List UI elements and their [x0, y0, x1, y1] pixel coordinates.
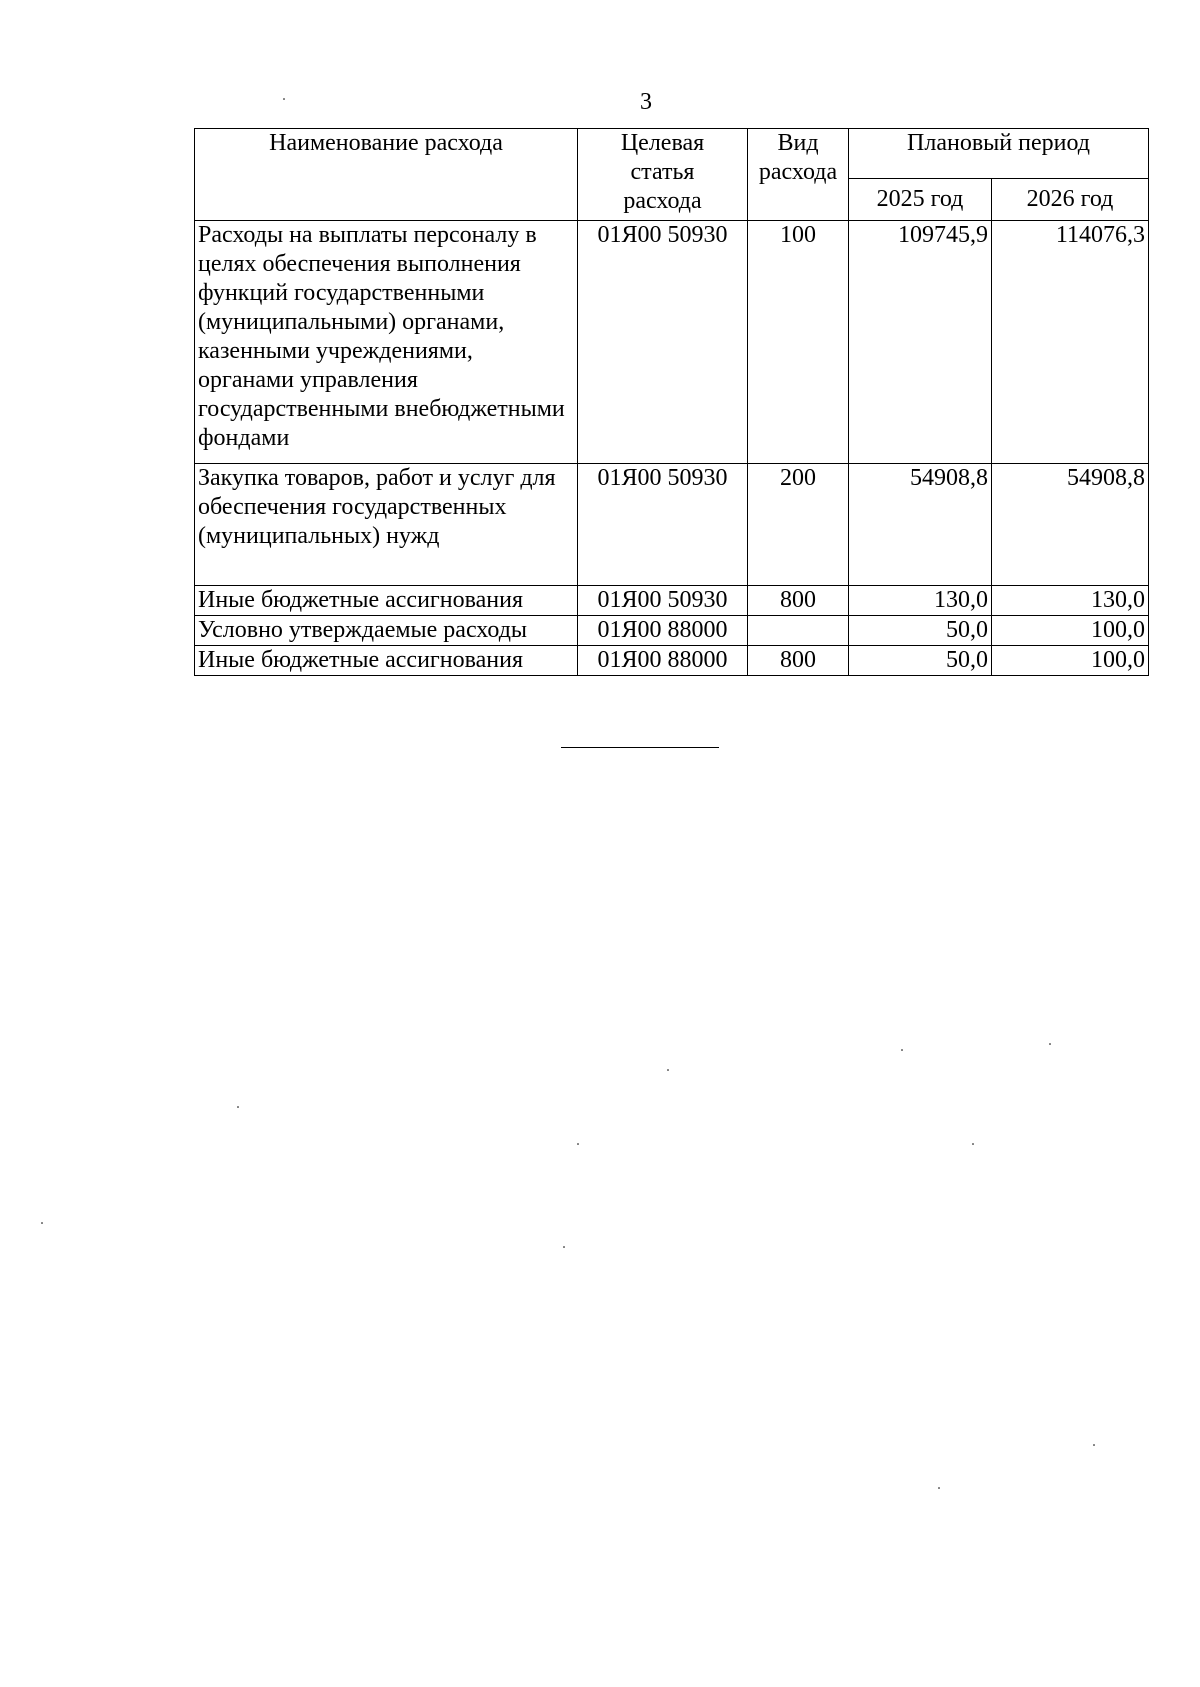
- scan-speck: [901, 1049, 903, 1051]
- header-planning-period: Плановый период: [849, 129, 1149, 179]
- table-row: [195, 586, 1149, 616]
- row-1-kind: 100: [748, 221, 849, 464]
- row-5-2026: 100,0: [992, 646, 1149, 676]
- row-2-2026: 54908,8: [992, 464, 1149, 586]
- row-3-2025: 130,0: [849, 586, 992, 616]
- row-5-code: 01Я00 88000: [578, 646, 748, 676]
- row-4-2025: 50,0: [849, 616, 992, 646]
- table-row: [195, 464, 1149, 586]
- row-5-name: Иные бюджетные ассигнования: [195, 646, 578, 676]
- scan-speck: [283, 98, 285, 100]
- header-target-article: Целевая статья расхода: [578, 129, 748, 221]
- header-expense-name: Наименование расхода: [195, 129, 578, 221]
- row-4-code: 01Я00 88000: [578, 616, 748, 646]
- row-4-2026: 100,0: [992, 616, 1149, 646]
- row-4-kind: [748, 616, 849, 646]
- table-row: [195, 616, 1149, 646]
- row-3-name: Иные бюджетные ассигнования: [195, 586, 578, 616]
- scan-speck: [563, 1246, 565, 1248]
- row-3-kind: 800: [748, 586, 849, 616]
- row-3-2026: 130,0: [992, 586, 1149, 616]
- closing-rule: [561, 747, 719, 748]
- scan-speck: [1093, 1444, 1095, 1446]
- table-row: [195, 646, 1149, 676]
- scan-speck: [1049, 1043, 1051, 1045]
- page-number: 3: [640, 89, 652, 115]
- row-1-name: Расходы на выплаты персоналу в целях обеспечения выполнения функций государственными (муниципальными) органами, казенными учреждениями, органами управления государственными внебюджетными фондами: [195, 221, 578, 464]
- row-2-kind: 200: [748, 464, 849, 586]
- row-5-2025: 50,0: [849, 646, 992, 676]
- row-1-2026: 114076,3: [992, 221, 1149, 464]
- header-year-2025: 2025 год: [849, 179, 992, 221]
- scan-speck: [667, 1069, 669, 1071]
- table-row: [195, 221, 1149, 464]
- header-year-2026: 2026 год: [992, 179, 1149, 221]
- expense-table: [194, 128, 1149, 676]
- row-2-code: 01Я00 50930: [578, 464, 748, 586]
- scan-speck: [41, 1222, 43, 1224]
- row-2-name: Закупка товаров, работ и услуг для обеспечения государственных (муниципальных) нужд: [195, 464, 578, 586]
- scan-speck: [237, 1106, 239, 1108]
- row-4-name: Условно утверждаемые расходы: [195, 616, 578, 646]
- scan-speck: [938, 1487, 940, 1489]
- row-3-code: 01Я00 50930: [578, 586, 748, 616]
- row-1-2025: 109745,9: [849, 221, 992, 464]
- row-1-code: 01Я00 50930: [578, 221, 748, 464]
- header-expense-kind: Вид расхода: [748, 129, 849, 221]
- scan-speck: [972, 1143, 974, 1145]
- scan-speck: [577, 1143, 579, 1145]
- row-2-2025: 54908,8: [849, 464, 992, 586]
- row-5-kind: 800: [748, 646, 849, 676]
